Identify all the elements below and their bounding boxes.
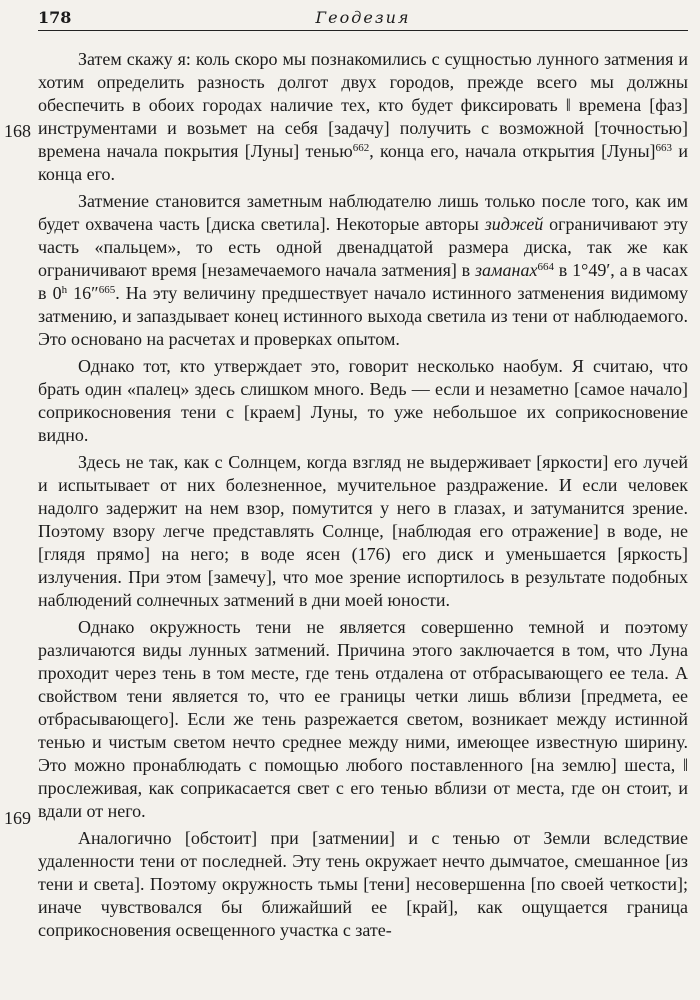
text-run: . На эту величину предшествует начало истинного затменения видимому затмению, и запаздывает конец истинного выхода светила из тени от наблюдаемого. Это основано на расчетах и проверках опытом. (38, 283, 689, 349)
paragraph (38, 48, 688, 186)
running-title: Геодезия (315, 8, 411, 27)
margin-folio-number: 168 (4, 121, 31, 141)
paragraph (38, 451, 688, 612)
footnote-ref: 664 (537, 261, 554, 273)
paragraph (38, 355, 688, 447)
text-run: Затмение становится заметным наблюдателю лишь только после того, как им будет охвачена часть [диска светила]. Некоторые авторы (38, 191, 688, 234)
italic-term: зиджей (484, 214, 544, 234)
text-run: Затем скажу я: коль скоро мы познакомились с сущностью лунного затмения и хотим определить разность долгот двух городов, прежде всего мы должны обеспечить в обоих городах наличие тех, кто будет фиксировать ‖ времена [фаз] инструментами и возьмет на себя [задачу] получить с возможной [точностью] времена начала покрытия [Луны] тенью (38, 49, 688, 161)
text-run: Здесь не так, как с Солнцем, когда взгляд не выдерживает [яркости] его лучей и испытывает от них болезненное, мучительное раздражение. И если человек надолго задержит на нем взор, помутится у него в глазах, и затуманится зрение. Поэтому взору легче представлять Солнце, [наблюдая его отражение] в воде, не [глядя прямо] на него; в воде ясен (176) его диск и уменьшается [яркость] излучения. При этом [замечу], что мое зрение испортилось в результате подобных наблюдений солнечных затмений в дни моей юности. (38, 452, 688, 610)
footnote-ref: h (61, 284, 68, 296)
page-header (38, 4, 688, 31)
text-run: , конца его, начала открытия [Луны] (369, 141, 656, 161)
body-text (38, 48, 688, 946)
text-run: в 1°49′, а в часах в 0 (38, 260, 688, 303)
footnote-ref: 663 (655, 142, 673, 154)
paragraph (38, 827, 688, 942)
text-run: Аналогично [обстоит] при [затмении] и с тенью от Земли вследствие удаленности тени от последней. Эту тень окружает нечто дымчатое, смешанное [из тени и света]. Поэтому окружность тьмы [тени] несовершенна [по своей четкости]; иначе чувствовался бы ближайший ее [край], как ощущается граница соприкосновения освещенного участка с зате- (38, 828, 688, 940)
footnote-ref: 665 (98, 284, 116, 296)
text-run: 16″ (67, 283, 99, 303)
footnote-ref: 662 (352, 142, 370, 154)
text-run: Однако окружность тени не является совершенно темной и поэтому различаются виды лунных затмений. Причина этого заключается в том, что Луна проходит через тень в том месте, где тень отдалена от отбрасывающего ее тела. А свойством тени является то, что ее границы четки лишь вблизи [предмета, ее отбрасывающего]. Если же тень разрежается светом, возникает между истинной тенью и чистым светом нечто среднее между ними, имеющее известную ширину. Это можно пронаблюдать с помощью любого поставленного [на землю] шеста, ‖ прослеживая, как соприкасается свет с его тенью вблизи от места, где он стоит, и вдали от него. (38, 617, 688, 821)
page-number: 178 (38, 8, 72, 27)
margin-folio-number: 169 (4, 808, 31, 828)
text-run: Однако тот, кто утверждает это, говорит несколько наобум. Я считаю, что брать один «палец» здесь слишком много. Ведь — если и незаметно [самое начало] соприкосновения тени с [краем] Луны, то уже небольшое их соприкосновение видно. (38, 356, 688, 445)
paragraph (38, 616, 688, 823)
paragraph (38, 190, 688, 351)
italic-term: заманах (475, 260, 538, 280)
text-run: ограничивают эту часть «пальцем», то есть одной двенадцатой размера диска, так же как ограничивают время [незамечаемого начала затмения] в (38, 214, 688, 280)
text-run: и конца его. (38, 141, 688, 184)
